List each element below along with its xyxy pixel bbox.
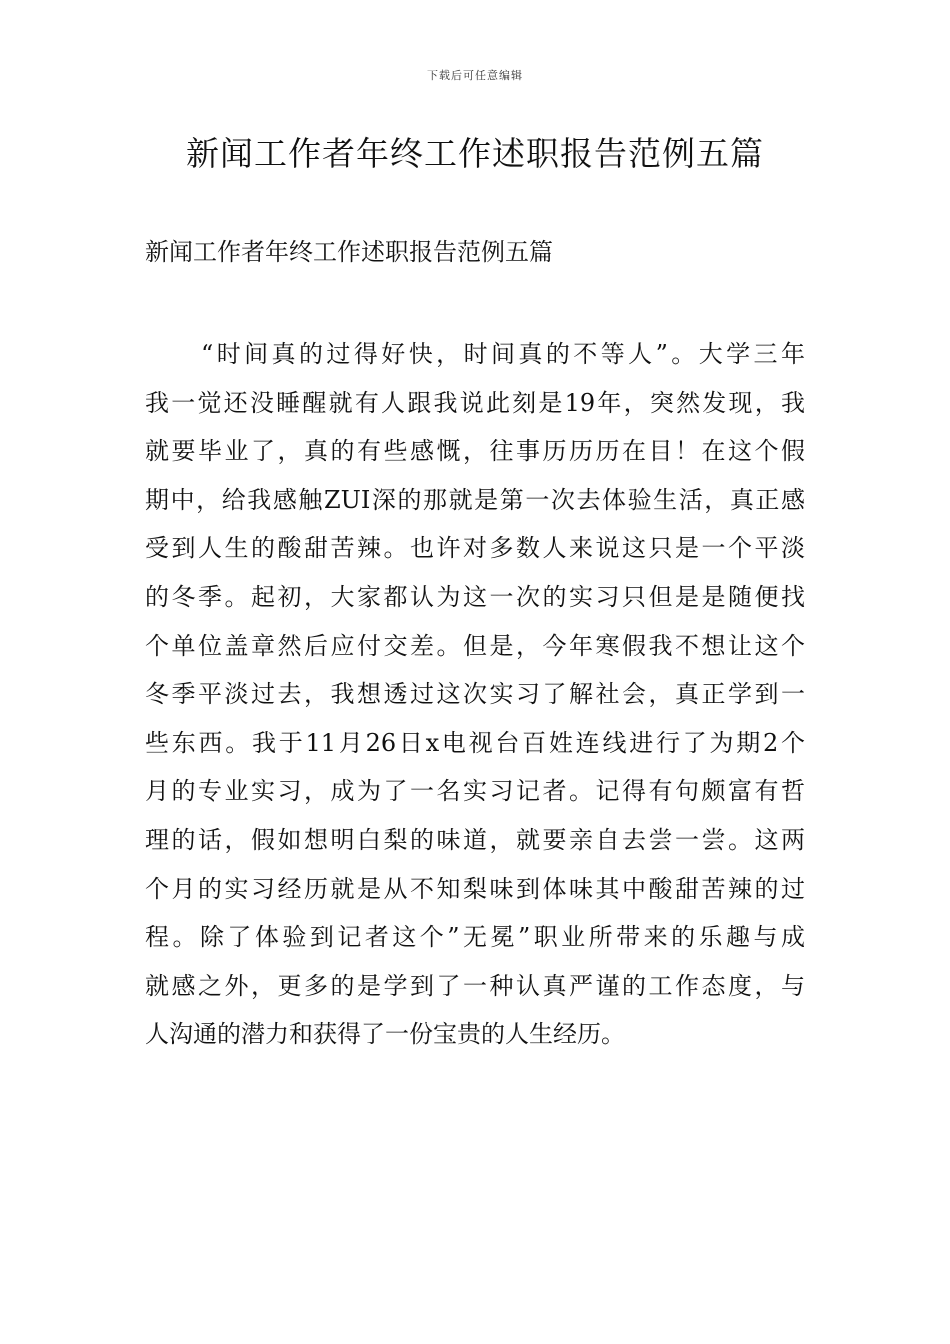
paragraph-line: 就感之外，更多的是学到了一种认真严谨的工作态度，与 — [145, 971, 805, 1000]
paragraph-line: 些东西。我于11月26日x电视台百姓连线进行了为期2个 — [145, 728, 805, 757]
paragraph-line: “时间真的过得好快，时间真的不等人”。大学三年 — [201, 340, 805, 368]
paragraph-line: 我一觉还没睡醒就有人跟我说此刻是19年，突然发现，我 — [145, 388, 805, 417]
paragraph-line: 就要毕业了，真的有些感慨，往事历历历在目！在这个假 — [145, 437, 805, 466]
header-note: 下载后可任意编辑 — [427, 69, 523, 82]
paragraph-line: 程。除了体验到记者这个”无冕”职业所带来的乐趣与成 — [145, 923, 805, 952]
paragraph-line: 个月的实习经历就是从不知梨味到体味其中酸甜苦辣的过 — [145, 874, 805, 903]
paragraph-line: 理的话，假如想明白梨的味道，就要亲自去尝一尝。这两 — [145, 825, 805, 854]
body-paragraph — [145, 330, 805, 1059]
paragraph-line: 冬季平淡过去，我想透过这次实习了解社会，真正学到一 — [145, 680, 805, 709]
paragraph-line: 的冬季。起初，大家都认为这一次的实习只但是是随便找 — [145, 582, 805, 611]
paragraph-line: 期中，给我感触ZUI深的那就是第一次去体验生活，真正感 — [145, 485, 805, 514]
paragraph-line: 月的专业实习，成为了一名实习记者。记得有句颇富有哲 — [145, 777, 805, 806]
paragraph-line: 个单位盖章然后应付交差。但是，今年寒假我不想让这个 — [145, 631, 805, 660]
paragraph-line: 受到人生的酸甜苦辣。也许对多数人来说这只是一个平淡 — [145, 534, 805, 563]
paragraph-line: 人沟通的潜力和获得了一份宝贵的人生经历。 — [145, 1020, 625, 1049]
document-subtitle: 新闻工作者年终工作述职报告范例五篇 — [145, 238, 553, 266]
document-title: 新闻工作者年终工作述职报告范例五篇 — [186, 134, 764, 173]
